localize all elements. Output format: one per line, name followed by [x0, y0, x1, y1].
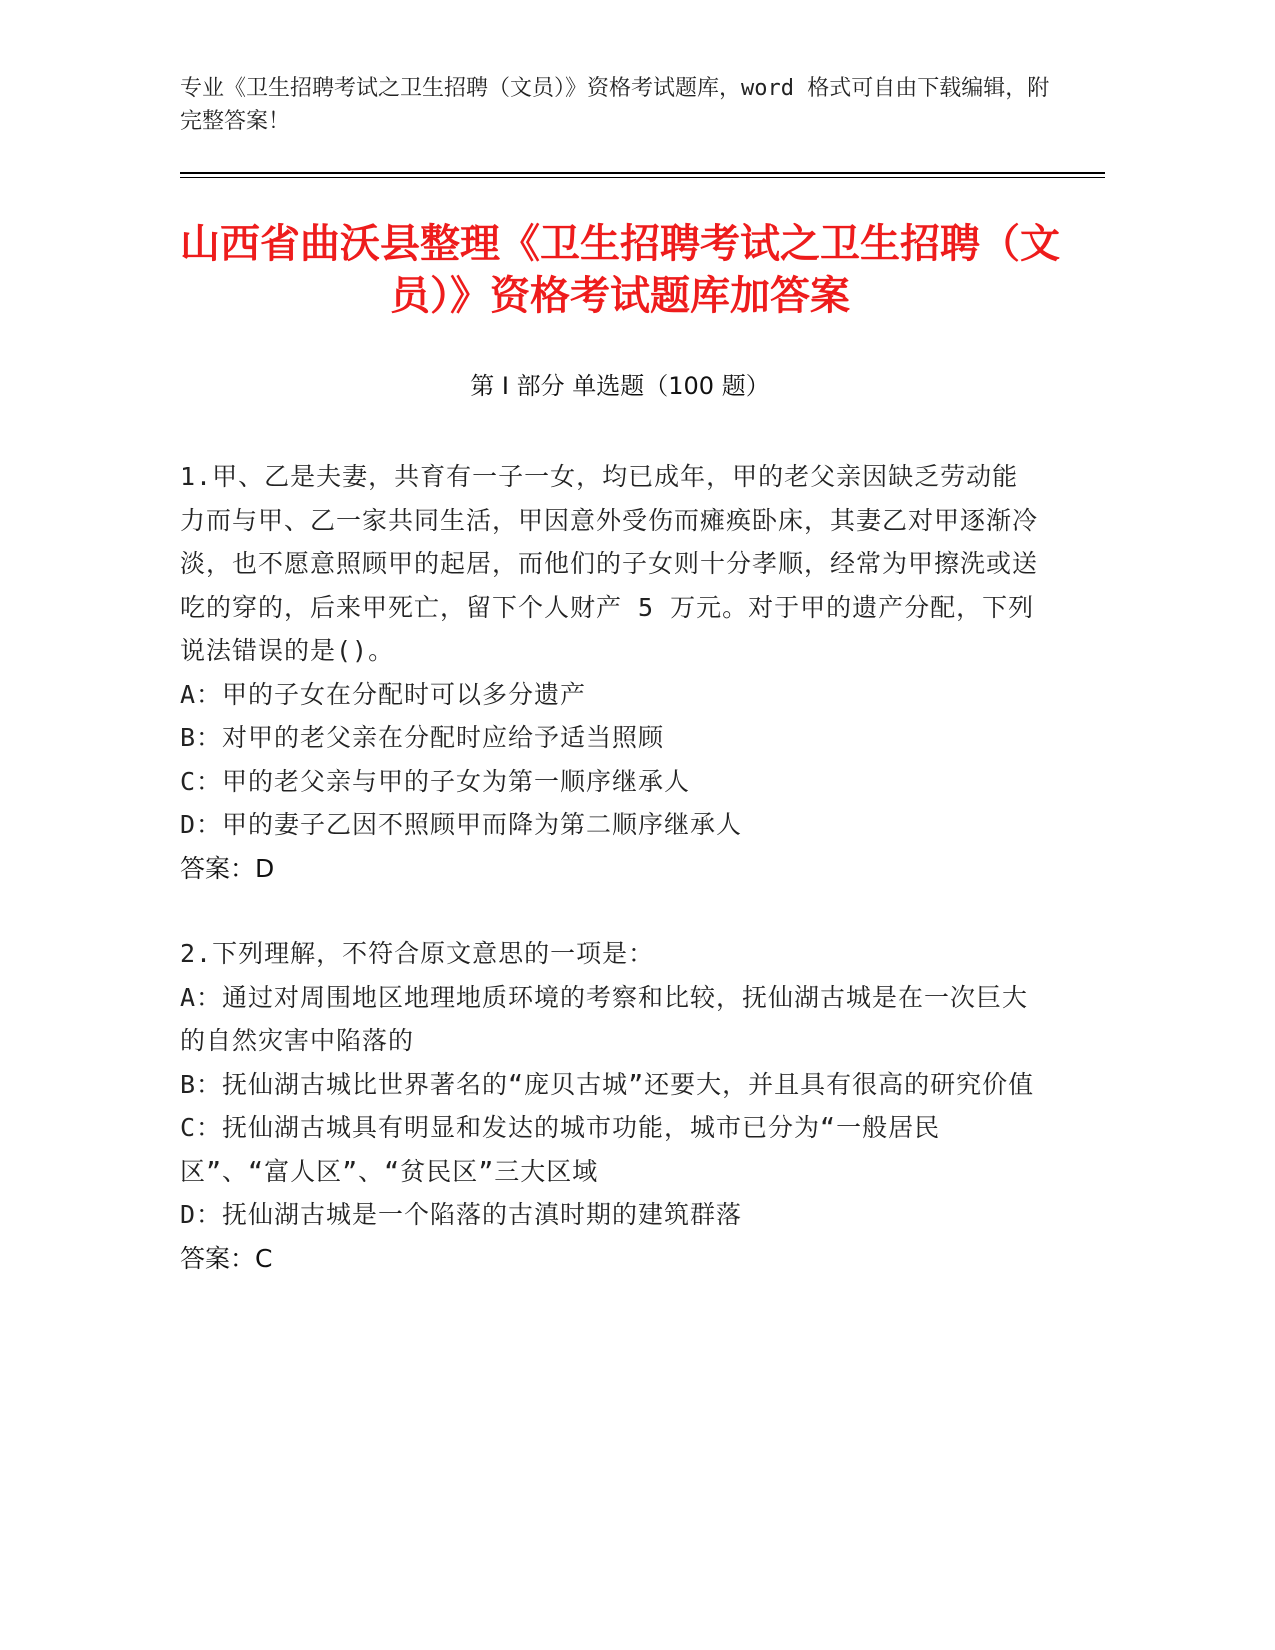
question-1: [180, 455, 1040, 890]
option-d: D：甲的妻子乙因不照顾甲而降为第二顺序继承人: [180, 810, 743, 839]
question-stem: 2.下列理解，不符合原文意思的一项是：: [180, 939, 655, 968]
option-b: B：抚仙湖古城比世界著名的“庞贝古城”还要大，并且具有很高的研究价值: [180, 1069, 1035, 1099]
section-heading: 第 I 部分 单选题（100 题）: [470, 372, 770, 400]
option-c: C：甲的老父亲与甲的子女为第一顺序继承人: [180, 766, 691, 796]
option-a: A：通过对周围地区地理地质环境的考察和比较，抚仙湖古城是在一次巨大的自然灾害中陷落的: [180, 982, 1029, 1055]
question-2: [180, 932, 1040, 1280]
option-a: A：甲的子女在分配时可以多分遗产: [180, 679, 587, 709]
option-d: D：抚仙湖古城是一个陷落的古滇时期的建筑群落: [180, 1200, 743, 1229]
option-b: B：对甲的老父亲在分配时应给予适当照顾: [180, 723, 665, 752]
header-divider-thin: [180, 177, 1105, 178]
option-c: C：抚仙湖古城具有明显和发达的城市功能，城市已分为“一般居民区”、“富人区”、“贫民区”三大区域: [180, 1113, 941, 1186]
document-title: 山西省曲沃县整理《卫生招聘考试之卫生招聘（文员）》资格考试题库加答案: [180, 221, 1060, 319]
header-divider: [180, 172, 1105, 174]
question-answer: 答案：D: [180, 853, 275, 883]
question-answer: 答案：C: [180, 1243, 273, 1273]
question-stem: 1.甲、乙是夫妻，共育有一子一女，均已成年，甲的老父亲因缺乏劳动能力而与甲、乙一家共同生活，甲因意外受伤而瘫痪卧床，其妻乙对甲逐渐冷淡，也不愿意照顾甲的起居，而他们的子女则十分孝顺，经常为甲擦洗或送吃的穿的，后来甲死亡，留下个人财产 5 万元。对于甲的遗产分配，下列说法错误的是()。: [180, 462, 1039, 665]
question-list: [180, 455, 1040, 1322]
header-note: 专业《卫生招聘考试之卫生招聘（文员）》资格考试题库，word 格式可自由下载编辑，附完整答案！: [180, 76, 1050, 134]
